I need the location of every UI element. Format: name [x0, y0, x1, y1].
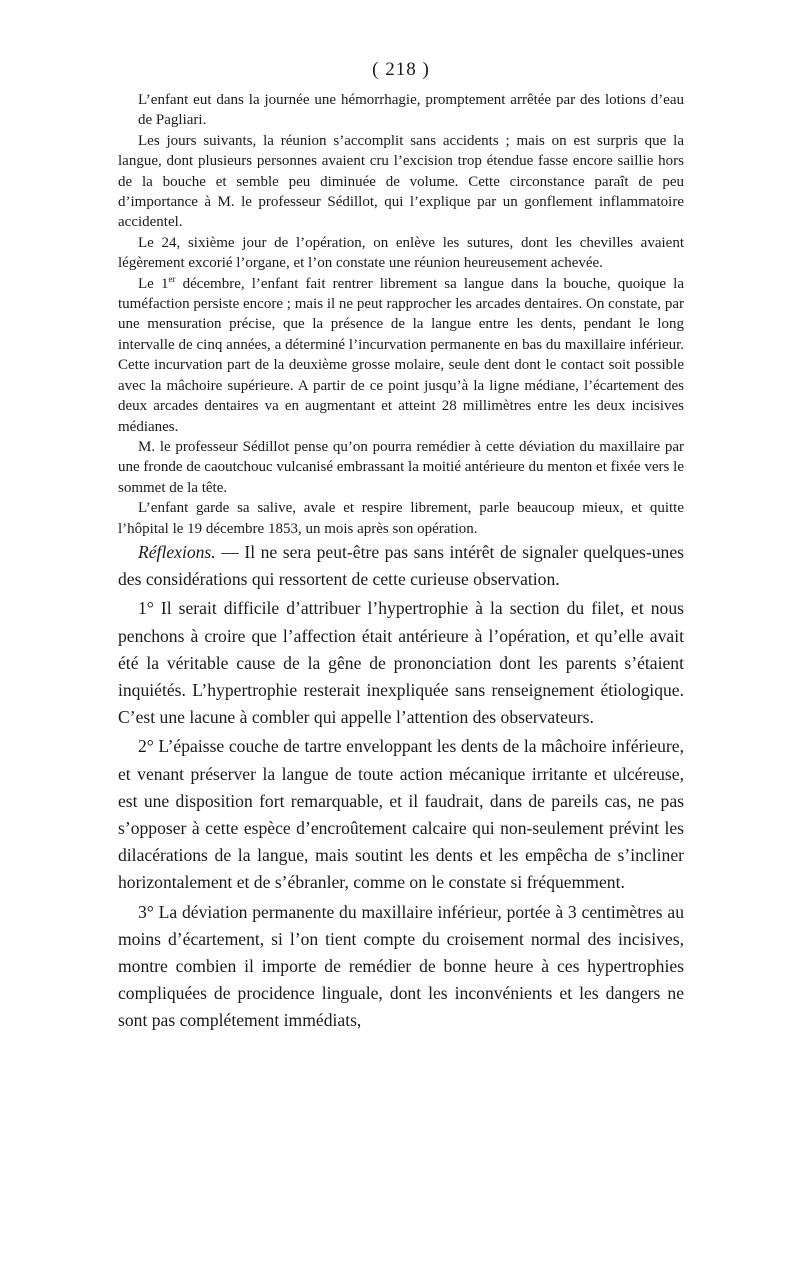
date-suffix: er — [168, 273, 176, 284]
paragraph-discharge: L’enfant garde sa salive, avale et respire librement, parle beaucoup mieux, et quitte l’hôpital le 19 décembre 1853, un mois après son opération. — [118, 500, 684, 537]
paragraph-december-text: décembre, l’enfant fait rentrer librement sa langue dans la bouche, quoique la tuméfaction persiste encore ; mais il ne peut rapprocher les arcades dentaires. On constate, par une mensuration précise, que la présence de la langue entre les dents, pendant le long intervalle de cinq années, a déterminé l’incurvation permanente en bas du maxillaire inférieur. Cette incurvation part de la deuxième grosse molaire, seule dent dont le contact soit possible avec la mâchoire supérieure. A partir de ce point jusqu’à la ligne médiane, l’écartement des deux arcades dentaires va en augmentant et atteint 28 millimètres entre les deux incisives médianes. — [118, 275, 685, 435]
point-2: 2° L’épaisse couche de tartre enveloppant les dents de la mâchoire inférieure, et venant préserver la langue de toute action mécanique irritante et ulcéreuse, est une disposition fort remarquable, et il faudrait, dans de pareils cas, ne pas s’opposer à cette espèce d’encroûtement calcaire qui non-seulement prévint les dilacérations de la langue, mais soutint les dents et les empêcha de s’incliner horizontalement et de s’ébranler, comme on le constate si fréquemment. — [118, 736, 684, 893]
document-page — [118, 58, 684, 1035]
page-number: ( 218 ) — [372, 59, 430, 80]
point-1: 1° Il serait difficile d’attribuer l’hypertrophie à la section du filet, et nous penchons à croire que l’affection était antérieure à l’opération, et qu’elle avait été la véritable cause de la gêne de prononciation dont les parents s’étaient inquiétés. L’hypertrophie resterait inexpliquée sans renseignement étiologique. C’est une lacune à combler qui appelle l’attention des observateurs. — [118, 598, 684, 728]
reflexions-intro: — Il ne sera peut-être pas sans intérêt de signaler quelques-unes des considérations qui ressortent de cette curieuse observation. — [118, 541, 684, 590]
date-prefix: Le 1 — [138, 275, 169, 292]
reflexions-section — [118, 539, 684, 1035]
paragraph-sutures: Le 24, sixième jour de l’opération, on enlève les sutures, dont les chevilles avaient légèrement excorié l’organe, et l’on constate une réunion heureusement achevée. — [118, 234, 684, 272]
reflexions-heading: Réflexions. — [138, 541, 216, 562]
reflexions-paragraph — [118, 539, 684, 593]
paragraph-sedillot: M. le professeur Sédillot pense qu’on pourra remédier à cette déviation du maxillaire par une fronde de caoutchouc vulcanisé embrassant la moitié antérieure du menton et fixée vers le sommet de la tête. — [118, 438, 684, 496]
observation-text — [118, 90, 684, 539]
paragraph-hemorrhage: L’enfant eut dans la journée une hémorrhagie, promptement arrêtée par des lotions d’eau de Pagliari. — [138, 92, 684, 129]
paragraph-following-days: Les jours suivants, la réunion s’accomplit sans accidents ; mais on est surpris que la langue, dont plusieurs personnes avaient cru l’excision trop étendue fasse encore saillie hors de la bouche et semble peu diminuée de volume. Cette circonstance paraît de peu d’importance à M. le professeur Sédillot, qui l’explique par un gonflement inflammatoire accidentel. — [118, 132, 684, 231]
point-3: 3° La déviation permanente du maxillaire inférieur, portée à 3 centimètres au moins d’écartement, si l’on tient compte du croisement normal des incisives, montre combien il importe de remédier de bonne heure à ces hypertrophies compliquées de procidence linguale, dont les inconvénients et les dangers ne sont pas complétement immédiats, — [118, 901, 684, 1031]
paragraph-december — [118, 274, 684, 437]
